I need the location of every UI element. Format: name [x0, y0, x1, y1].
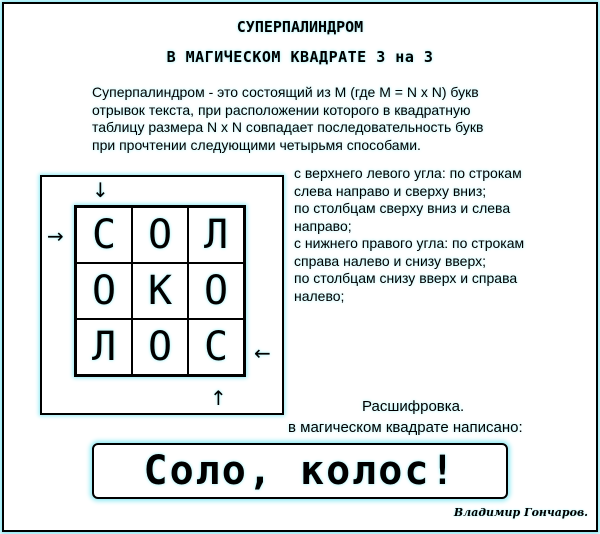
decode-subtitle: в магическом квадрате написано: [288, 419, 523, 436]
arrow-left-icon: ← [254, 341, 271, 365]
answer-text: Соло, колос! [143, 448, 457, 494]
grid-cell-r1-c1: С [75, 206, 133, 264]
arrow-up-icon: ↑ [210, 386, 227, 410]
answer-box [92, 443, 508, 499]
intro-line: отрывок текста, при расположении которого в квадратную [92, 101, 471, 118]
intro-line: Суперпалиндром - это состоящий из M (где M = N x N) букв [92, 84, 479, 100]
grid-cell-r1-c2: О [131, 206, 189, 264]
magic-square-grid [74, 205, 246, 377]
grid-cell-r2-c1: О [75, 262, 133, 320]
title-line-1: СУПЕРПАЛИНДРОМ [236, 18, 364, 36]
grid-cell-r1-c3: Л [187, 206, 245, 264]
method-line: по столбцам снизу вверх и справа [294, 270, 518, 286]
method-line: по столбцам сверху вниз и слева [294, 200, 511, 216]
method-line: с нижнего правого угла: по строкам [294, 235, 525, 251]
intro-line: таблицу размера N x N совпадает последовательность букв [92, 119, 484, 135]
arrow-down-icon: ↓ [92, 178, 109, 202]
grid-cell-r3-c2: О [131, 318, 189, 376]
title-line-2: В МАГИЧЕСКОМ КВАДРАТЕ 3 на 3 [166, 48, 434, 66]
grid-cell-r2-c2: К [131, 262, 189, 320]
grid-cell-r3-c1: Л [75, 318, 133, 376]
author-signature: Владимир Гончаров. [453, 506, 588, 519]
reading-methods [294, 165, 594, 305]
method-line: слева направо и сверху вниз; [294, 182, 487, 199]
decode-label: Расшифровка. [362, 398, 465, 415]
method-line: справа налево и снизу вверх; [294, 252, 486, 269]
method-line: направо; [294, 217, 352, 234]
grid-cell-r2-c3: О [187, 262, 245, 320]
intro-paragraph [92, 84, 582, 154]
intro-line: при прочтении следующими четырьмя способами. [92, 136, 421, 153]
arrow-right-icon: → [47, 224, 64, 248]
method-line: с верхнего левого угла: по строкам [294, 165, 522, 181]
method-line: налево; [294, 287, 345, 304]
grid-cell-r3-c3: С [187, 318, 245, 376]
